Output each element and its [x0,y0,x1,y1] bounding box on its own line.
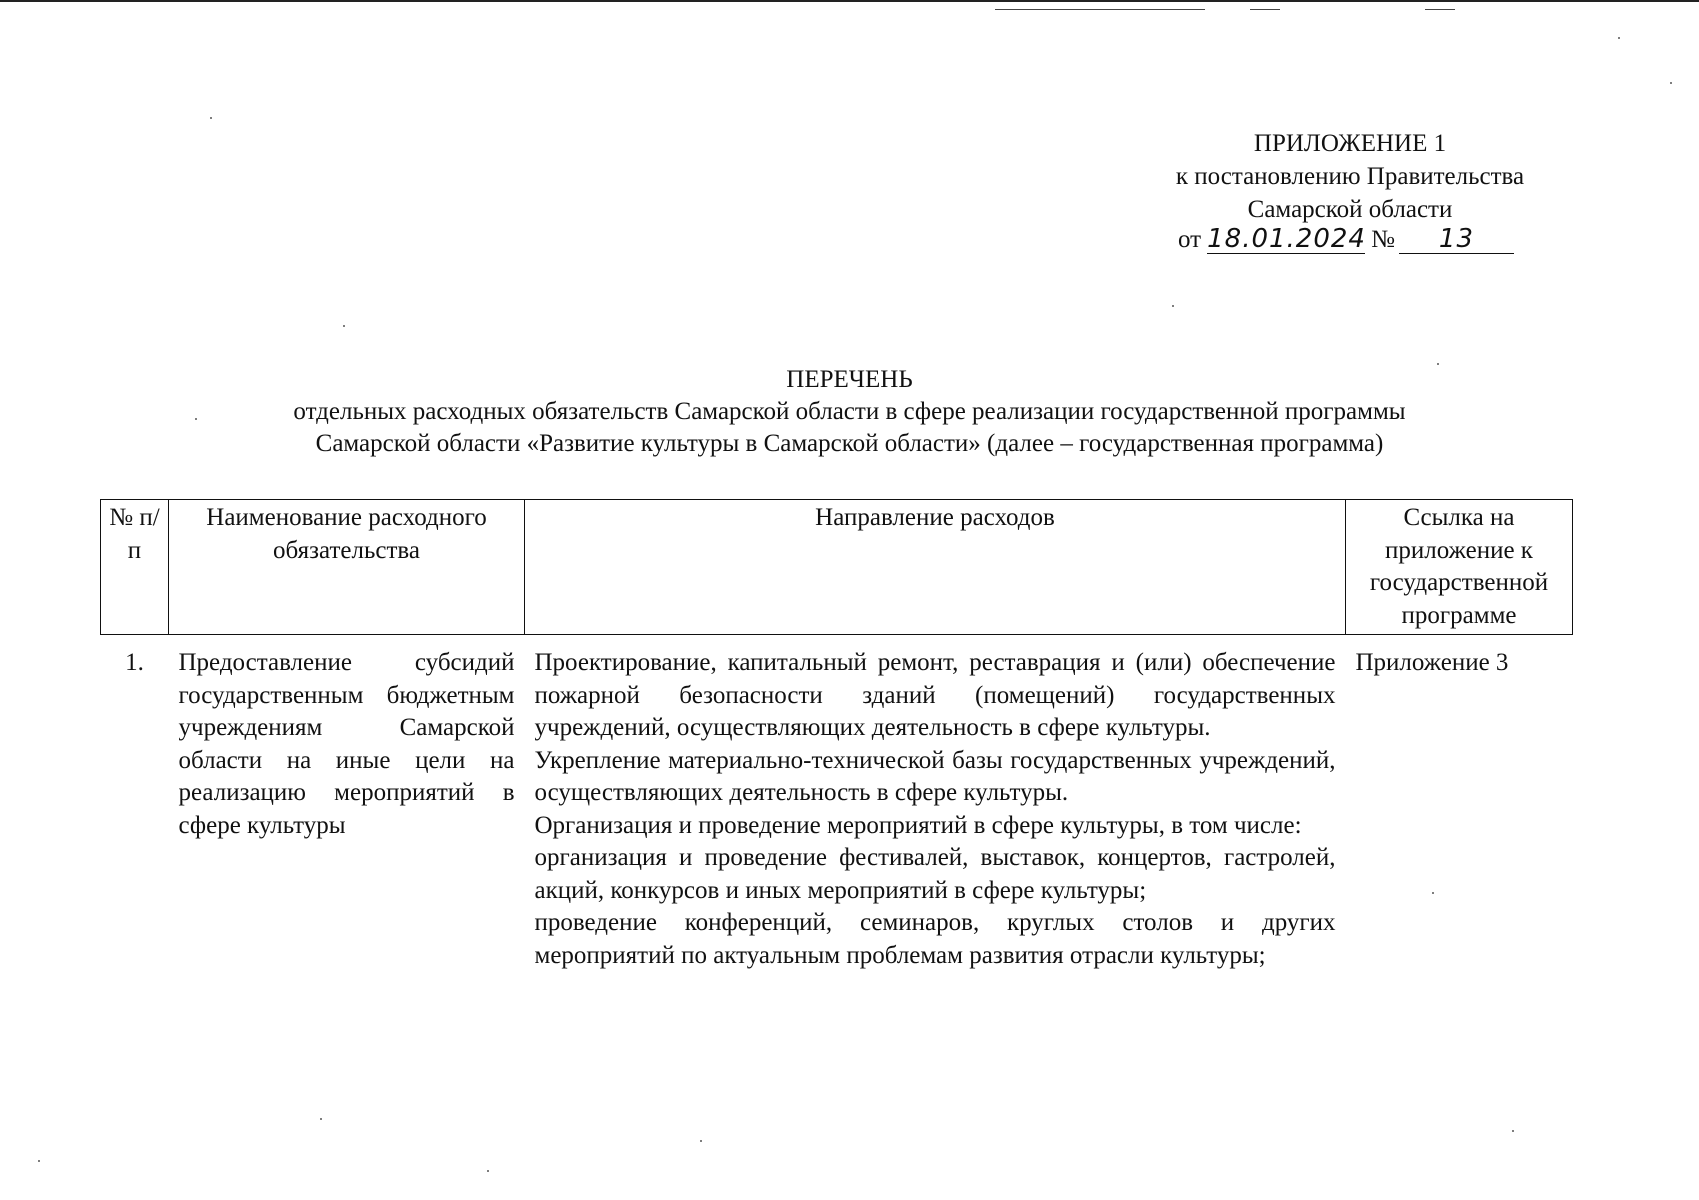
row-obligation-name: Предоставление субсидий государственным бюджетным учреждениям Самарской области на иные цели на реализацию мероприятий в сфере культуры [178,649,515,839]
handwritten-number: 13 [1399,225,1514,254]
number-prefix: № [1371,226,1395,253]
handwritten-date: 18.01.2024 [1207,224,1366,254]
scan-speck [343,325,345,327]
header-num: № п/п [101,500,169,635]
document-heading: ПЕРЕЧЕНЬ [786,366,913,393]
header-direction: Направление расходов [525,500,1346,635]
scan-artifact-line [995,9,1205,10]
scan-artifact-line [1425,9,1455,10]
scan-top-border [0,0,1699,2]
document-title-block [0,364,1699,460]
document-subtitle-line-1: отдельных расходных обязательств Самарской области в сфере реализации государственной программы [293,398,1406,425]
table-header-row [101,500,1573,635]
scan-artifact-line [1250,9,1280,10]
appendix-header [1110,127,1590,226]
appendix-title: ПРИЛОЖЕНИЕ 1 [1253,130,1447,157]
appendix-date-number [1178,225,1514,254]
row-reference: Приложение 3 [1355,649,1509,676]
scan-speck [1512,1130,1514,1132]
header-name: Наименование расходного обязательства [169,500,525,635]
direction-item: Укрепление материально-технической базы государственных учреждений, осуществляющих деятельность в сфере культуры. [534,746,1336,806]
header-reference: Ссылка на приложение к государственной программе [1346,500,1573,635]
document-subtitle-line-2: Самарской области «Развитие культуры в Самарской области» (далее – государственная программа) [315,430,1384,457]
direction-item: Организация и проведение мероприятий в сфере культуры, в том числе: [534,811,1302,839]
direction-item: организация и проведение фестивалей, выставок, концертов, гастролей, акций, конкурсов и иных мероприятий в сфере культуры; [534,844,1336,904]
scan-speck [38,1160,40,1162]
appendix-region-line: Самарской области [1247,196,1453,223]
scan-speck [487,1170,489,1172]
scan-speck [700,1140,702,1142]
scan-speck [1670,82,1672,84]
date-prefix: от [1178,226,1202,253]
row-num: 1. [125,649,144,676]
scan-speck [1618,37,1620,39]
scan-speck [210,117,212,119]
scan-speck [1172,305,1174,307]
appendix-resolution-line: к постановлению Правительства [1175,163,1525,190]
direction-item: проведение конференций, семинаров, круглых столов и других мероприятий по актуальным проблемам развития отрасли культуры; [534,909,1336,969]
table-row [101,635,1573,973]
row-directions [525,635,1346,973]
obligations-table [100,499,1573,972]
direction-item: Проектирование, капитальный ремонт, реставрация и (или) обеспечение пожарной безопасности зданий (помещений) государственных учреждений, осуществляющих деятельность в сфере культуры. [534,649,1336,741]
scan-speck [320,1118,322,1120]
